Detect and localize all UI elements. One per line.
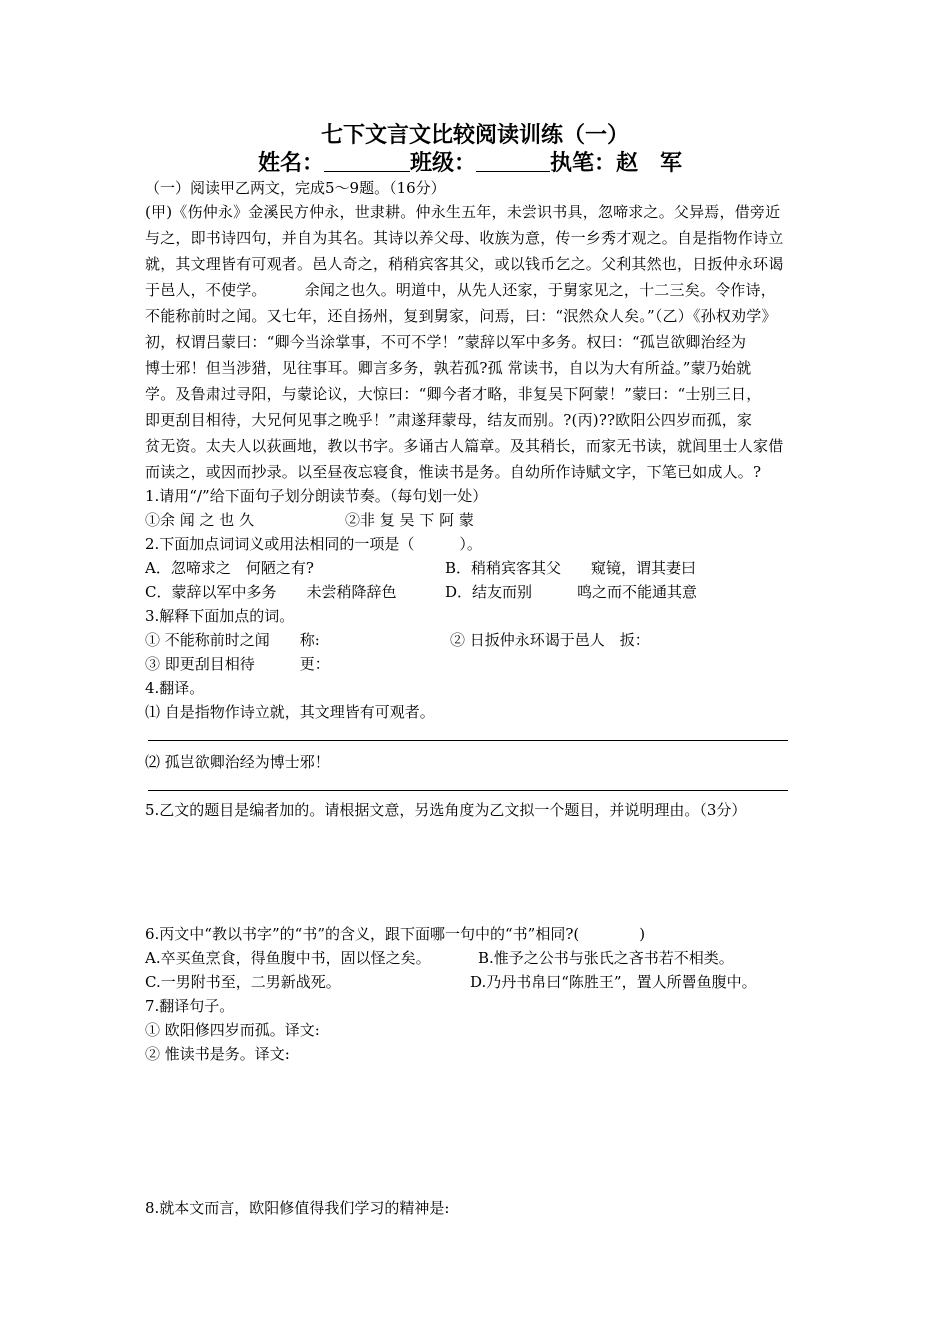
question-7-stem: 7.翻译句子。 (145, 997, 235, 1015)
passage-line: 博士邪！但当涉猎，见往事耳。卿言多务，孰若孤?孤 常读书，自以为大有所益。”蒙乃始就 (145, 359, 752, 377)
class-blank[interactable] (476, 151, 550, 172)
passage-line: 贫无资。太夫人以荻画地，教以书字。多诵古人篇章。及其稍长，而家无书读，就闾里士人家借 (145, 437, 784, 455)
question-2-option-c: C．蒙辞以军中多务 未尝稍降辞色 (145, 583, 397, 601)
page-title: 七下文言文比较阅读训练（一） (320, 122, 629, 148)
question-6-option-b: B.惟予之公书与张氏之吝书若不相类。 (478, 949, 734, 967)
question-7-item-a: ① 欧阳修四岁而孤。译文: (145, 1021, 320, 1039)
question-2-option-b: B．稍稍宾客其父 窥镜，谓其妻曰 (445, 559, 697, 577)
class-label: 班级： (410, 150, 477, 176)
question-1-stem: 1.请用“/”给下面句子划分朗读节奏。（每句划一处） (145, 487, 488, 505)
question-6-stem: 6.丙文中“教以书字”的“书”的含义，跟下面哪一句中的“书”相同?( ) (145, 925, 646, 943)
question-5-stem: 5.乙文的题目是编者加的。请根据文意，另选角度为乙文拟一个题目，并说明理由。（3分） (145, 801, 747, 819)
question-4-stem: 4.翻译。 (145, 679, 205, 697)
question-2-option-a: A．忽啼求之 何陋之有? (145, 559, 314, 577)
passage-line: 而读之，或因而抄录。以至昼夜忘寝食，惟读书是务。自幼所作诗赋文字，下笔已如成人。? (145, 463, 762, 481)
question-2-option-d: D．结友而别 鸣之而不能通其意 (445, 583, 698, 601)
passage-line: 于邑人，不使学。 余闻之也久。明道中，从先人还家，于舅家见之，十二三矣。令作诗， (145, 281, 776, 299)
question-6-option-a: A.卒买鱼烹食，得鱼腹中书，固以怪之矣。 (145, 949, 431, 967)
passage-line: (甲)《伤仲永》金溪民方仲永，世隶耕。仲永生五年，未尝识书具，忽啼求之。父异焉，借旁近 (145, 203, 781, 221)
question-1-item-b: ②非 复 吴 下 阿 蒙 (345, 511, 474, 529)
name-label: 姓名： (258, 150, 325, 176)
question-8-stem: 8.就本文而言，欧阳修值得我们学习的精神是: (145, 1199, 450, 1217)
answer-line[interactable] (148, 740, 788, 741)
question-2-stem: 2.下面加点词词义或用法相同的一项是（ ）。 (145, 535, 482, 553)
answer-line[interactable] (148, 790, 788, 791)
passage-line: 与之，即书诗四句，并自为其名。其诗以养父母、收族为意，传一乡秀才观之。自是指物作诗立 (145, 229, 784, 247)
passage-line: 初，权谓吕蒙曰：“卿今当涂掌事，不可不学！”蒙辞以军中多务。权曰：“孤岂欲卿治经为 (145, 333, 747, 351)
question-1-item-a: ①余 闻 之 也 久 (145, 511, 255, 529)
author-label: 执笔：赵 军 (550, 150, 683, 176)
question-7-item-b: ② 惟读书是务。译文: (145, 1045, 290, 1063)
passage-line: 就，其文理皆有可观者。邑人奇之，稍稍宾客其父，或以钱币乞之。父利其然也，日扳仲永环谒 (145, 255, 784, 273)
passage-line: 学。及鲁肃过寻阳，与蒙论议，大惊曰：“卿今者才略，非复吴下阿蒙！”蒙曰：“士别三日， (145, 385, 762, 403)
question-4-item-1: ⑴ 自是指物作诗立就，其文理皆有可观者。 (145, 703, 435, 721)
question-3-item-a: ① 不能称前时之闻 称: (145, 631, 320, 649)
question-3-item-c: ③ 即更刮目相待 更： (145, 655, 330, 673)
question-6-option-c: C.一男附书至，二男新战死。 (145, 973, 341, 991)
passage-line: 即更刮目相待，大兄何见事之晚乎！”肃遂拜蒙母，结友而别。?(丙)??欧阳公四岁而孤，家 (145, 411, 753, 429)
passage-line: 不能称前时之闻。又七年，还自扬州，复到舅家，问焉，曰：“泯然众人矣。”（乙）《孙权劝学》 (145, 307, 777, 325)
student-info-line (258, 150, 682, 176)
question-3-item-b: ② 日扳仲永环谒于邑人 扳： (450, 631, 650, 649)
question-6-option-d: D.乃丹书帛曰“陈胜王”，置人所罾鱼腹中。 (470, 973, 757, 991)
name-blank[interactable] (324, 151, 410, 172)
question-4-item-2: ⑵ 孤岂欲卿治经为博士邪！ (145, 753, 330, 771)
question-3-stem: 3.解释下面加点的词。 (145, 607, 295, 625)
instruction: （一）阅读甲乙两文，完成5～9题。（16分） (145, 179, 446, 197)
